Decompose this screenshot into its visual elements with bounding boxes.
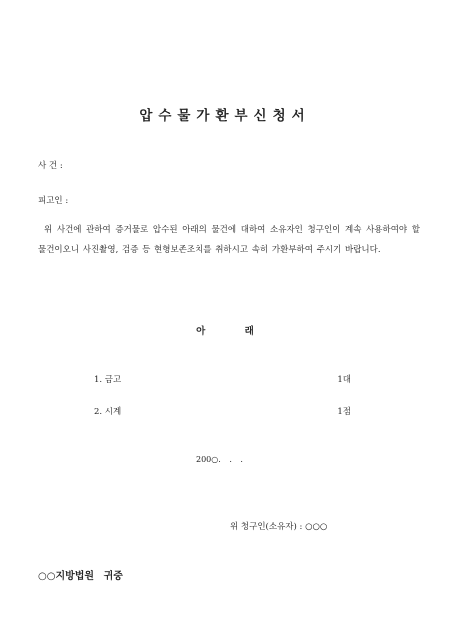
- document-title: 압수물가환부신청서: [139, 108, 311, 124]
- item-row: [94, 405, 351, 417]
- item-row: [94, 373, 351, 385]
- item-name: 1. 금고: [94, 375, 122, 385]
- item-quantity: 1대: [337, 375, 351, 385]
- claimant-signature-line: 위 청구인(소유자) : ○○○: [230, 522, 328, 532]
- case-field-label: 사 건 :: [38, 161, 63, 171]
- date-line: 200○. . .: [196, 455, 243, 464]
- below-heading: 아 래: [196, 326, 254, 337]
- item-quantity: 1점: [337, 407, 351, 417]
- accused-field-label: 피고인 :: [38, 196, 69, 206]
- request-paragraph: 위 사건에 관하여 증거물로 압수된 아래의 물건에 대하여 소유자인 청구인이 계속 사용하여야 할 물건이오니 사진촬영, 검증 등 현형보존조치를 취하시고 속히 가환부하여 주시기 바랍니다.: [38, 225, 420, 255]
- court-addressee: ○○지방법원 귀중: [38, 571, 123, 582]
- item-name: 2. 시계: [94, 407, 122, 417]
